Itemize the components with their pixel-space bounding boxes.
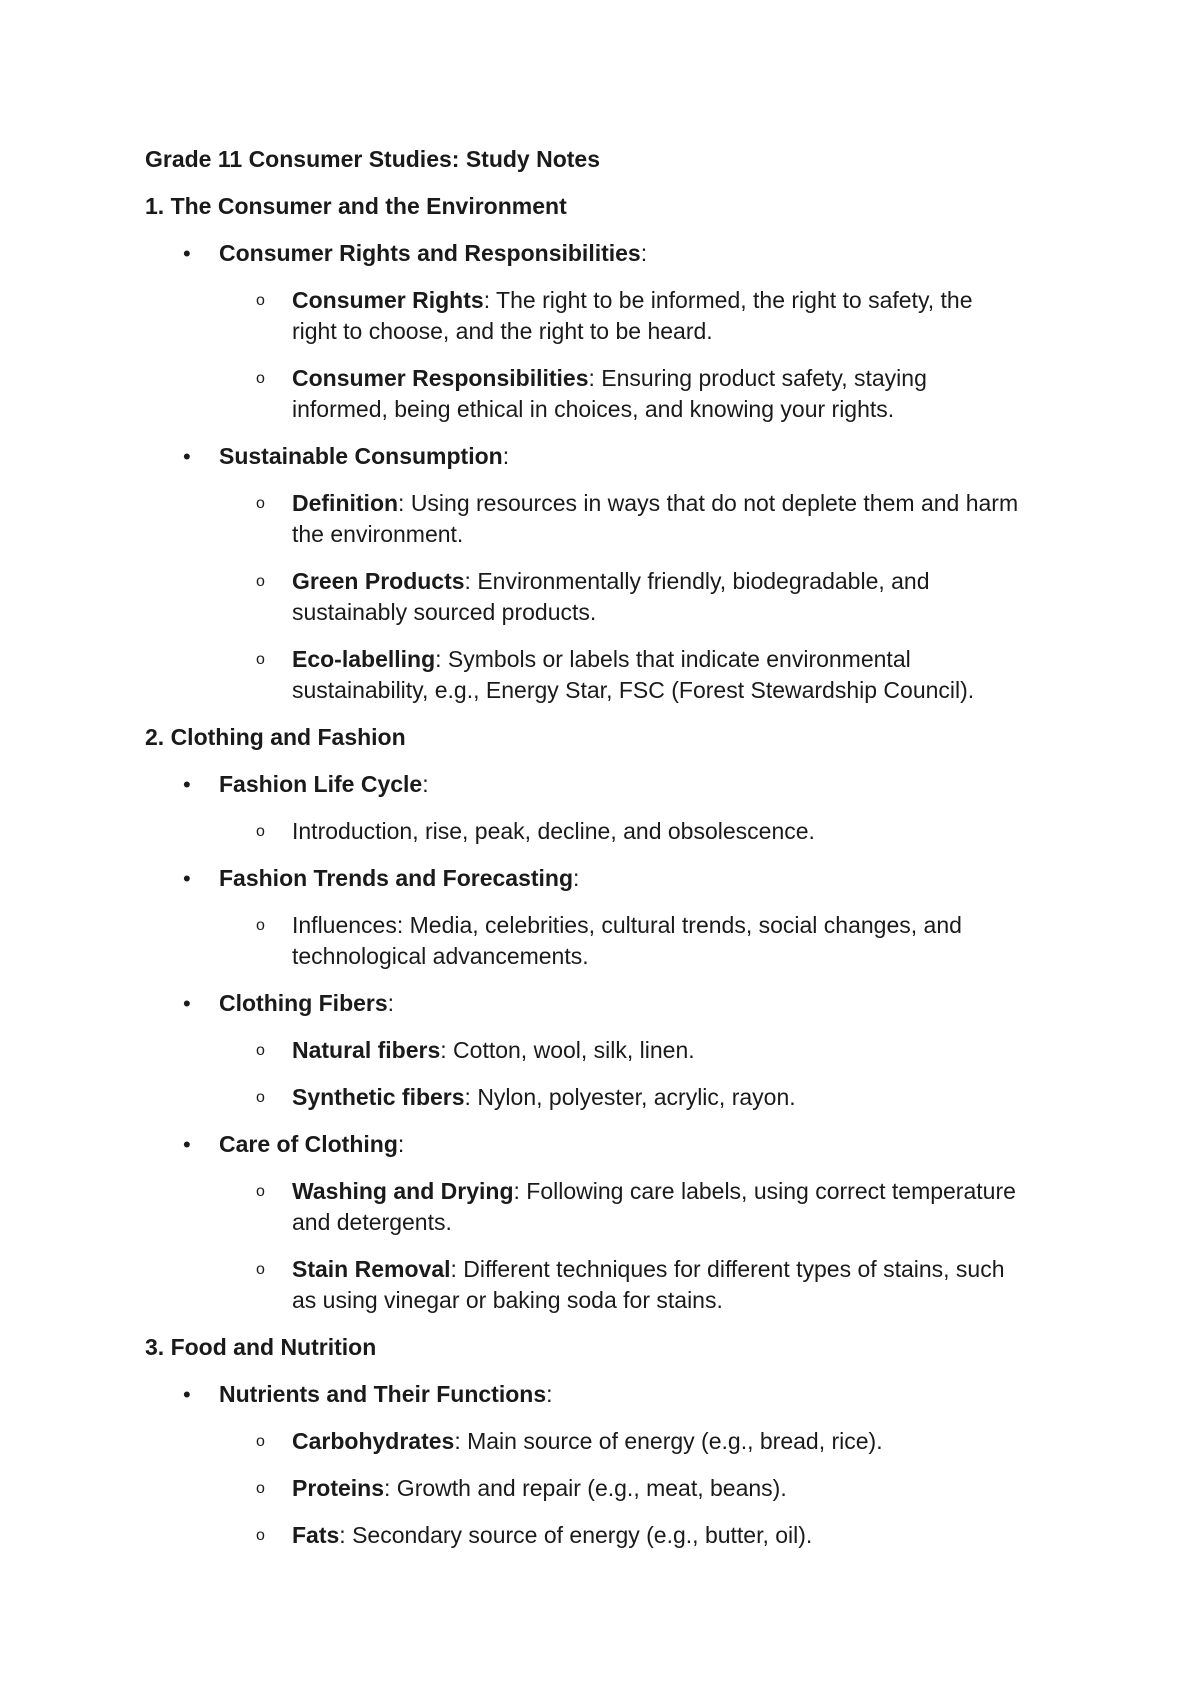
bullet-icon: • <box>183 444 191 469</box>
bullet-icon: • <box>183 241 191 266</box>
topic-colon: : <box>640 240 648 266</box>
item-line <box>292 597 596 628</box>
item-text: : Main source of energy (e.g., bread, rice). <box>454 1428 883 1454</box>
bullet-icon: • <box>183 1382 191 1407</box>
item-line <box>292 1285 723 1316</box>
item-term: Carbohydrates <box>292 1428 455 1454</box>
item-text: : The right to be informed, the right to safety, the <box>483 287 973 313</box>
circle-bullet-icon: o <box>256 1261 265 1278</box>
item-text: the environment. <box>292 521 464 547</box>
circle-bullet-icon: o <box>256 1042 265 1059</box>
item-text: sustainably sourced products. <box>292 599 597 625</box>
item-term: Stain Removal <box>292 1256 451 1282</box>
item-term: Definition <box>292 490 399 516</box>
item-text: right to choose, and the right to be heard. <box>292 318 713 344</box>
item-text: : Growth and repair (e.g., meat, beans). <box>384 1475 787 1501</box>
item-line <box>292 519 463 550</box>
item-text: : Secondary source of energy (e.g., butter, oil). <box>339 1522 813 1548</box>
item-line <box>292 1426 883 1457</box>
bullet-icon: • <box>183 1132 191 1157</box>
item-term: Consumer Responsibilities <box>292 365 589 391</box>
circle-bullet-icon: o <box>256 370 265 387</box>
topic-label <box>219 1379 553 1410</box>
topic-colon: : <box>397 1131 405 1157</box>
item-text: : Cotton, wool, silk, linen. <box>440 1037 695 1063</box>
topic-colon: : <box>546 1381 553 1407</box>
item-line <box>292 816 815 847</box>
circle-bullet-icon: o <box>256 1480 265 1497</box>
bullet-icon: • <box>183 866 191 891</box>
circle-bullet-icon: o <box>256 917 265 934</box>
topic-label <box>219 769 429 800</box>
circle-bullet-icon: o <box>256 573 265 590</box>
item-term: Natural fibers <box>292 1037 441 1063</box>
page-title: Grade 11 Consumer Studies: Study Notes <box>145 146 601 172</box>
item-line <box>292 675 974 706</box>
item-text: as using vinegar or baking soda for stains. <box>292 1287 723 1313</box>
item-line <box>292 1082 796 1113</box>
section-heading: 3. Food and Nutrition <box>145 1334 377 1360</box>
circle-bullet-icon: o <box>256 651 265 668</box>
topic-title: Nutrients and Their Functions <box>219 1381 547 1407</box>
circle-bullet-icon: o <box>256 1183 265 1200</box>
item-text: Influences: Media, celebrities, cultural trends, social changes, and <box>292 912 962 938</box>
item-term: Consumer Rights <box>292 287 484 313</box>
item-term: Washing and Drying <box>292 1178 514 1204</box>
item-line <box>292 644 911 675</box>
item-line <box>292 1176 1016 1207</box>
topic-title: Fashion Life Cycle <box>219 771 423 797</box>
item-line <box>292 363 927 394</box>
item-line <box>292 1473 787 1504</box>
item-text: : Following care labels, using correct temperature <box>513 1178 1016 1204</box>
item-text: informed, being ethical in choices, and knowing your rights. <box>292 396 895 422</box>
item-text: : Environmentally friendly, biodegradable, and <box>464 568 930 594</box>
item-text: : Ensuring product safety, staying <box>588 365 927 391</box>
item-text: sustainability, e.g., Energy Star, FSC (Forest Stewardship Council). <box>292 677 975 703</box>
item-text: : Nylon, polyester, acrylic, rayon. <box>464 1084 796 1110</box>
topic-label <box>219 238 647 269</box>
item-text: technological advancements. <box>292 943 589 969</box>
circle-bullet-icon: o <box>256 823 265 840</box>
item-line <box>292 285 973 316</box>
item-term: Eco-labelling <box>292 646 436 672</box>
bullet-icon: • <box>183 772 191 797</box>
item-text: : Different techniques for different types of stains, such <box>450 1256 1005 1282</box>
item-line <box>292 1520 812 1551</box>
topic-title: Sustainable Consumption <box>219 443 503 469</box>
section-heading: 2. Clothing and Fashion <box>145 724 406 750</box>
topic-title: Clothing Fibers <box>219 990 388 1016</box>
item-text: and detergents. <box>292 1209 452 1235</box>
item-line <box>292 488 1018 519</box>
item-line <box>292 941 589 972</box>
topic-label <box>219 1129 404 1160</box>
item-term: Fats <box>292 1522 340 1548</box>
item-line <box>292 316 713 347</box>
item-line <box>292 1207 452 1238</box>
circle-bullet-icon: o <box>256 1433 265 1450</box>
section-heading: 1. The Consumer and the Environment <box>145 193 567 219</box>
item-line <box>292 566 930 597</box>
topic-colon: : <box>502 443 510 469</box>
topic-title: Consumer Rights and Responsibilities <box>219 240 641 266</box>
topic-label <box>219 863 579 894</box>
item-text: : Symbols or labels that indicate environmental <box>435 646 911 672</box>
topic-colon: : <box>422 771 429 797</box>
item-line <box>292 910 962 941</box>
item-text: : Using resources in ways that do not deplete them and harm <box>398 490 1019 516</box>
circle-bullet-icon: o <box>256 1089 265 1106</box>
topic-label <box>219 441 509 472</box>
topic-title: Care of Clothing <box>219 1131 398 1157</box>
item-term: Green Products <box>292 568 465 594</box>
item-text: Introduction, rise, peak, decline, and obsolescence. <box>292 818 815 844</box>
item-line <box>292 1035 695 1066</box>
circle-bullet-icon: o <box>256 292 265 309</box>
bullet-icon: • <box>183 991 191 1016</box>
topic-colon: : <box>387 990 395 1016</box>
item-line <box>292 394 894 425</box>
item-line <box>292 1254 1005 1285</box>
topic-label <box>219 988 394 1019</box>
item-term: Synthetic fibers <box>292 1084 465 1110</box>
topic-colon: : <box>573 865 580 891</box>
item-term: Proteins <box>292 1475 385 1501</box>
topic-title: Fashion Trends and Forecasting <box>219 865 574 891</box>
circle-bullet-icon: o <box>256 495 265 512</box>
circle-bullet-icon: o <box>256 1527 265 1544</box>
